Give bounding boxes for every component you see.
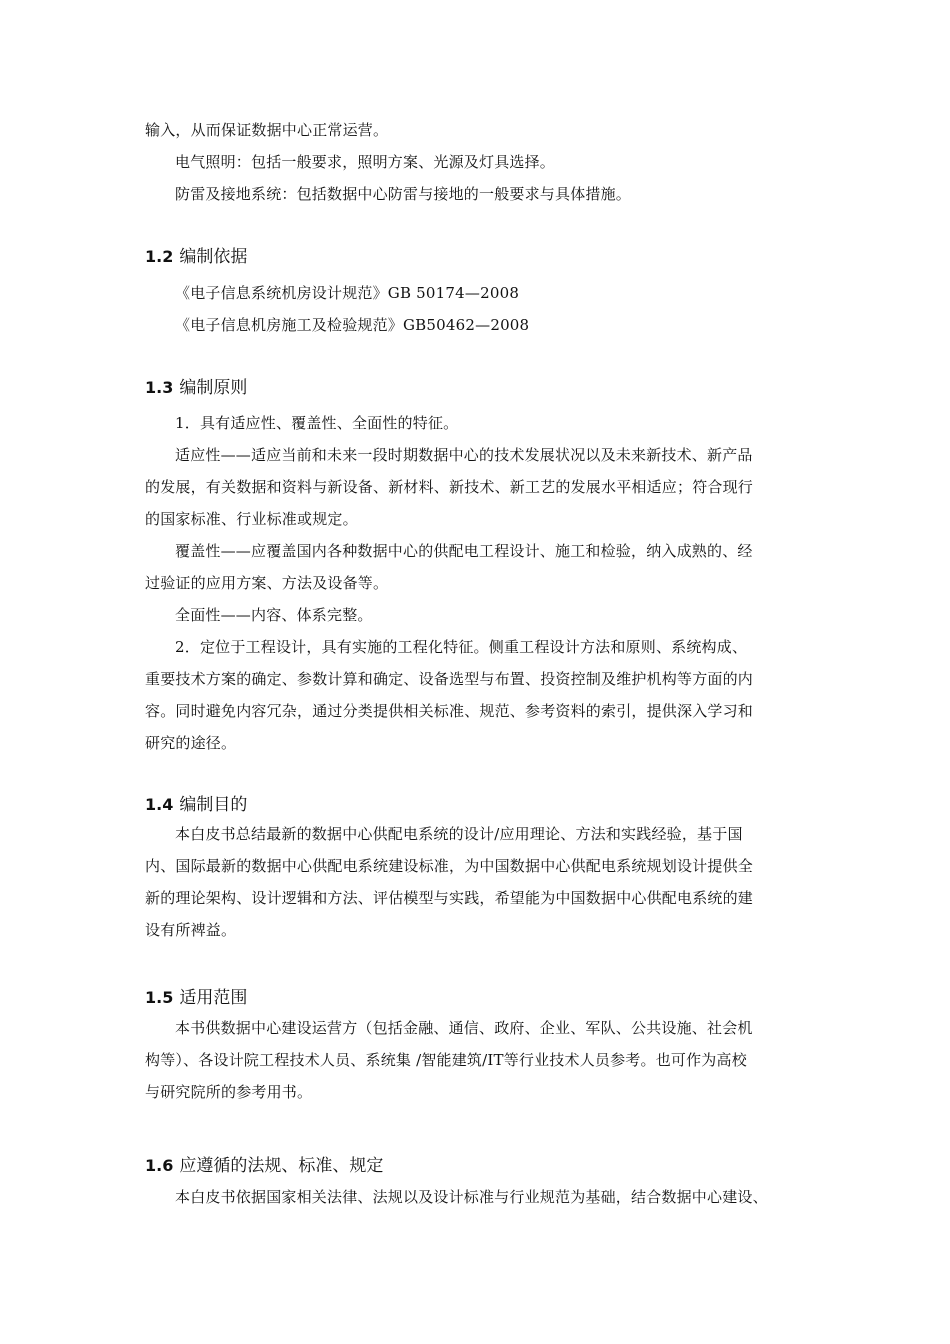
reference-line: 《电子信息系统机房设计规范》GB 50174—2008 bbox=[175, 284, 520, 302]
section-heading-1-2 bbox=[145, 246, 247, 268]
paragraph-line: 过验证的应用方案、方法及设备等。 bbox=[145, 574, 389, 592]
paragraph-line: 防雷及接地系统：包括数据中心防雷与接地的一般要求与具体措施。 bbox=[175, 185, 632, 203]
section-heading-1-4 bbox=[145, 794, 247, 816]
paragraph-line: 设有所裨益。 bbox=[145, 921, 237, 939]
section-number: 1.5 bbox=[145, 988, 174, 1007]
section-heading-1-3 bbox=[145, 377, 247, 399]
paragraph-line: 的发展，有关数据和资料与新设备、新材料、新技术、新工艺的发展水平相适应；符合现行 bbox=[145, 478, 754, 496]
paragraph-line: 容。同时避免内容冗杂，通过分类提供相关标准、规范、参考资料的索引，提供深入学习和 bbox=[145, 702, 754, 720]
paragraph-line: 电气照明：包括一般要求，照明方案、光源及灯具选择。 bbox=[175, 153, 556, 171]
paragraph-line: 内、国际最新的数据中心供配电系统建设标准，为中国数据中心供配电系统规划设计提供全 bbox=[145, 857, 754, 875]
section-title: 应遵循的法规、标准、规定 bbox=[179, 1156, 384, 1176]
section-number: 1.4 bbox=[145, 795, 174, 814]
reference-line: 《电子信息机房施工及检验规范》GB50462—2008 bbox=[175, 316, 530, 334]
section-title: 适用范围 bbox=[179, 988, 248, 1008]
section-heading-1-5 bbox=[145, 987, 247, 1009]
paragraph-line: 2．定位于工程设计，具有实施的工程化特征。侧重工程设计方法和原则、系统构成、 bbox=[175, 638, 748, 656]
paragraph-line: 研究的途径。 bbox=[145, 734, 237, 752]
section-title: 编制依据 bbox=[179, 247, 248, 267]
paragraph-line: 输入，从而保证数据中心正常运营。 bbox=[145, 121, 389, 139]
paragraph-line: 本白皮书总结最新的数据中心供配电系统的设计/应用理论、方法和实践经验，基于国 bbox=[175, 825, 743, 843]
paragraph-line: 新的理论架构、设计逻辑和方法、评估模型与实践，希望能为中国数据中心供配电系统的建 bbox=[145, 889, 754, 907]
paragraph-line: 覆盖性——应覆盖国内各种数据中心的供配电工程设计、施工和检验，纳入成熟的、经 bbox=[175, 542, 753, 560]
paragraph-line: 构等）、各设计院工程技术人员、系统集 /智能建筑/IT等行业技术人员参考。也可作为高校 bbox=[145, 1051, 747, 1069]
paragraph-line: 适应性——适应当前和未来一段时期数据中心的技术发展状况以及未来新技术、新产品 bbox=[175, 446, 753, 464]
section-title: 编制目的 bbox=[179, 795, 248, 815]
paragraph-line: 重要技术方案的确定、参数计算和确定、设备选型与布置、投资控制及维护机构等方面的内 bbox=[145, 670, 754, 688]
paragraph-line: 全面性——内容、体系完整。 bbox=[175, 606, 373, 624]
section-number: 1.3 bbox=[145, 378, 174, 397]
paragraph-line: 本白皮书依据国家相关法律、法规以及设计标准与行业规范为基础，结合数据中心建设、 bbox=[175, 1188, 768, 1206]
paragraph-line: 1．具有适应性、覆盖性、全面性的特征。 bbox=[175, 414, 459, 432]
section-heading-1-6 bbox=[145, 1155, 383, 1177]
section-number: 1.2 bbox=[145, 247, 174, 266]
paragraph-line: 本书供数据中心建设运营方（包括金融、通信、政府、企业、军队、公共设施、社会机 bbox=[175, 1019, 753, 1037]
section-title: 编制原则 bbox=[179, 378, 248, 398]
paragraph-line: 的国家标准、行业标准或规定。 bbox=[145, 510, 358, 528]
section-number: 1.6 bbox=[145, 1156, 174, 1175]
paragraph-line: 与研究院所的参考用书。 bbox=[145, 1083, 313, 1101]
